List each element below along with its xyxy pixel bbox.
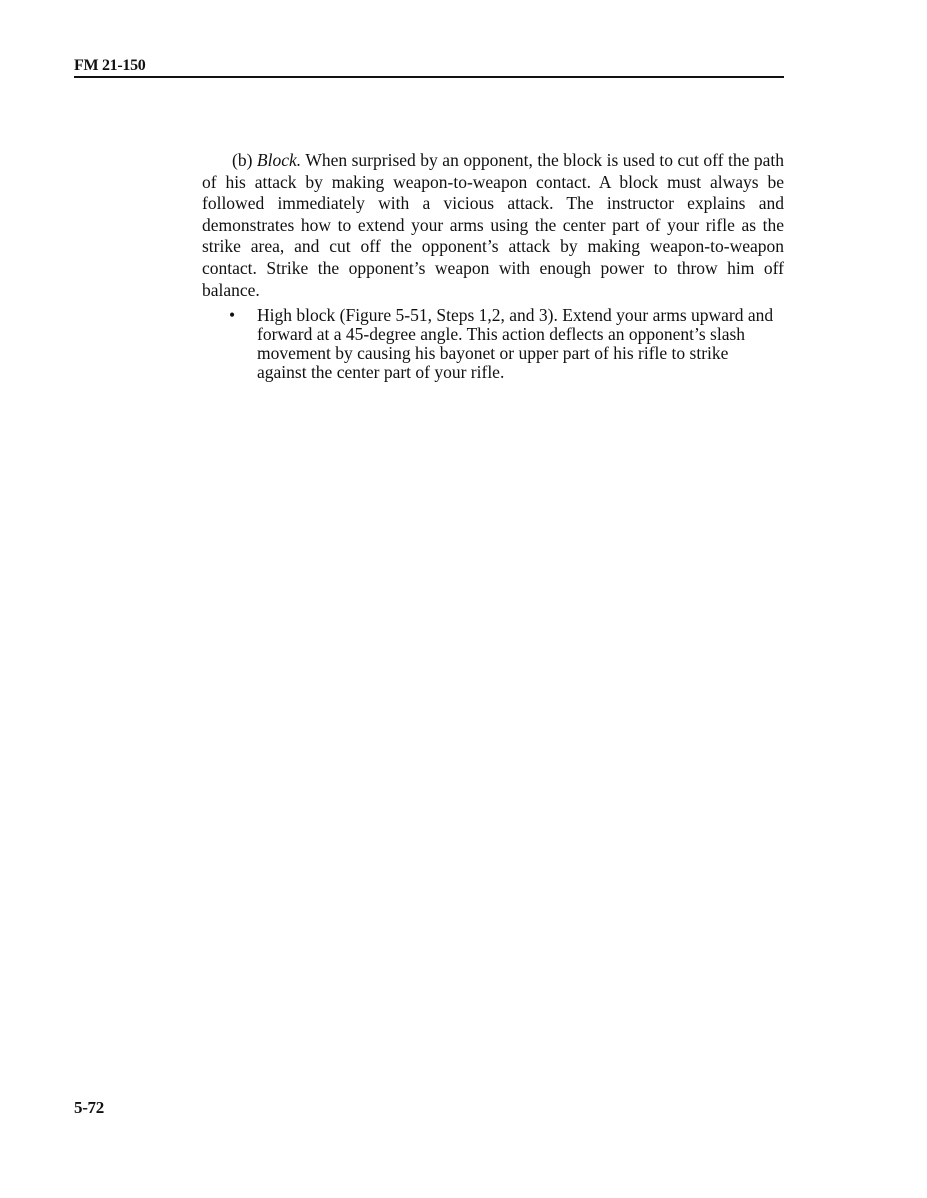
- page-header: [74, 56, 784, 78]
- paragraph-text: When surprised by an opponent, the block is used to cut off the path of his attack by making weapon-to-weapon contact. A block must always be followed immediately with a vicious attack. The instructor explains and demonstrates how to extend your arms using the center part of your rifle as the strike area, and cut off the opponent’s attack by making weapon-to-weapon contact. Strike the opponent’s weapon with enough power to throw him off balance.: [202, 150, 785, 300]
- bullet-marker: •: [229, 305, 236, 326]
- page-number: 5-72: [74, 1098, 104, 1117]
- block-paragraph: [202, 150, 784, 301]
- list-item-text: High block (Figure 5-51, Steps 1,2, and 3). Extend your arms upward and forward at a 45-degree angle. This action deflects an opponent’s slash movement by causing his bayonet or upper part of his rifle to strike against the center part of your rifle.: [257, 305, 774, 383]
- bullet-list: [202, 306, 784, 382]
- paragraph-prefix: (b): [232, 150, 257, 170]
- paragraph-term: Block.: [256, 150, 302, 170]
- document-body: [202, 150, 784, 382]
- manual-code: FM 21-150: [74, 57, 146, 74]
- list-item-high-block: [202, 306, 784, 382]
